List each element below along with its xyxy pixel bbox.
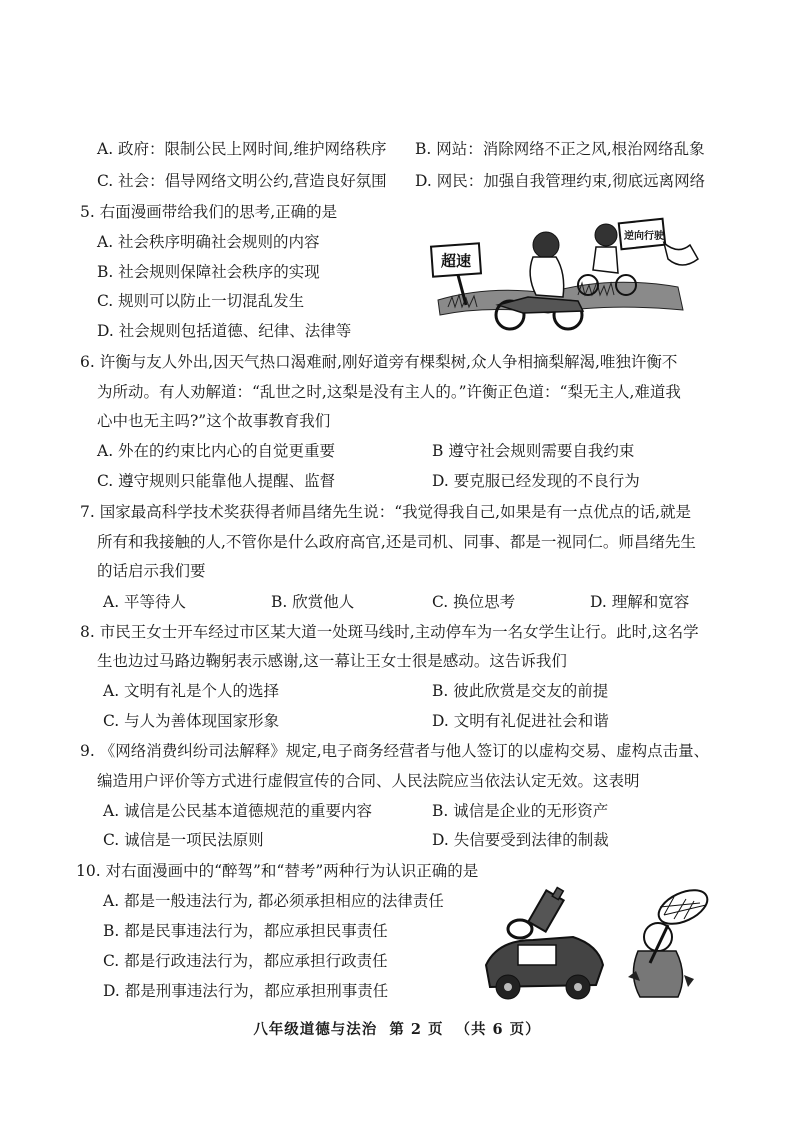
q5-option-d: D. 社会规则包括道德、纪律、法律等 [97, 322, 352, 340]
q9-stem-line1: 9. 《网络消费纠纷司法解释》规定,电子商务经营者与他人签订的以虚构交易、虚构点击量、 [80, 742, 710, 760]
q5-option-b: B. 社会规则保障社会秩序的实现 [97, 263, 320, 281]
q8-option-d: D. 文明有礼促进社会和谐 [432, 712, 609, 730]
traffic-cartoon-image [428, 215, 708, 335]
footer-total-pages: （共 6 页） [455, 1021, 541, 1038]
q5-option-a: A. 社会秩序明确社会规则的内容 [97, 233, 320, 251]
q10-option-b: B. 都是民事违法行为，都应承担民事责任 [103, 922, 388, 940]
q7-option-a: A. 平等待人 [103, 593, 187, 611]
q5-option-c: C. 规则可以防止一切混乱发生 [97, 292, 305, 310]
q6-stem-line3: 心中也无主吗?”这个故事教育我们 [97, 412, 331, 430]
q5-stem: 5. 右面漫画带给我们的思考,正确的是 [80, 203, 338, 221]
q7-stem-line3: 的话启示我们要 [97, 562, 206, 580]
q7-stem-line2: 所有和我接触的人,不管你是什么政府高官,还是司机、同事、都是一视同仁。师昌绪先生 [97, 533, 696, 551]
q8-option-a: A. 文明有礼是个人的选择 [103, 682, 280, 700]
q4-option-b: B. 网站：消除网络不正之风,根治网络乱象 [415, 140, 705, 158]
q8-option-c: C. 与人为善体现国家形象 [103, 712, 280, 730]
q10-option-a: A. 都是一般违法行为, 都必须承担相应的法律责任 [103, 892, 444, 910]
q9-option-c: C. 诚信是一项民法原则 [103, 831, 264, 849]
sign-right-text: 逆向行驶 [624, 231, 664, 242]
q9-option-b: B. 诚信是企业的无形资产 [432, 802, 609, 820]
q6-stem-line2: 为所动。有人劝解道：“乱世之时,这梨是没有主人的。”许衡正色道：“梨无主人,难道我 [97, 383, 681, 401]
q6-option-b: B 遵守社会规则需要自我约束 [432, 442, 635, 460]
q6-stem-line1: 6. 许衡与友人外出,因天气热口渴难耐,刚好道旁有棵梨树,众人争相摘梨解渴,唯独许衡不 [80, 353, 678, 371]
q7-option-c: C. 换位思考 [432, 593, 516, 611]
q8-option-b: B. 彼此欣赏是交友的前提 [432, 682, 609, 700]
q10-option-d: D. 都是刑事违法行为，都应承担刑事责任 [103, 982, 389, 1000]
q4-option-c: C. 社会：倡导网络文明公约,营造良好氛围 [97, 172, 387, 190]
q8-stem-line2: 生也边过马路边鞠躬表示感谢,这一幕让王女士很是感动。这告诉我们 [97, 652, 567, 670]
page-footer [0, 1018, 794, 1039]
q6-option-d: D. 要克服已经发现的不良行为 [432, 472, 640, 490]
q6-option-a: A. 外在的约束比内心的自觉更重要 [97, 442, 336, 460]
q9-option-a: A. 诚信是公民基本道德规范的重要内容 [103, 802, 373, 820]
footer-subject: 八年级道德与法治 [253, 1021, 378, 1038]
q9-stem-line2: 编造用户评价等方式进行虚假宣传的合同、人民法院应当依法认定无效。这表明 [97, 772, 640, 790]
q7-option-d: D. 理解和宽容 [590, 593, 690, 611]
q4-option-d: D. 网民：加强自我管理约束,彻底远离网络 [415, 172, 706, 190]
q10-option-c: C. 都是行政违法行为，都应承担行政责任 [103, 952, 388, 970]
q6-option-c: C. 遵守规则只能靠他人提醒、监督 [97, 472, 336, 490]
footer-page-number: 第 2 页 [389, 1021, 444, 1038]
sign-left-text: 超速 [441, 252, 472, 270]
q7-option-b: B. 欣赏他人 [271, 593, 355, 611]
q10-stem: 10. 对右面漫画中的“醉驾”和“替考”两种行为认识正确的是 [76, 862, 479, 880]
drunk-driving-cheating-cartoon-image [478, 885, 718, 1003]
q8-stem-line1: 8. 市民王女士开车经过市区某大道一处斑马线时,主动停车为一名女学生让行。此时,这名学 [80, 623, 699, 641]
q7-stem-line1: 7. 国家最高科学技术奖获得者师昌绪先生说：“我觉得我自己,如果是有一点优点的话,就是 [80, 503, 691, 521]
q4-option-a: A. 政府：限制公民上网时间,维护网络秩序 [97, 140, 387, 158]
q9-option-d: D. 失信要受到法律的制裁 [432, 831, 609, 849]
